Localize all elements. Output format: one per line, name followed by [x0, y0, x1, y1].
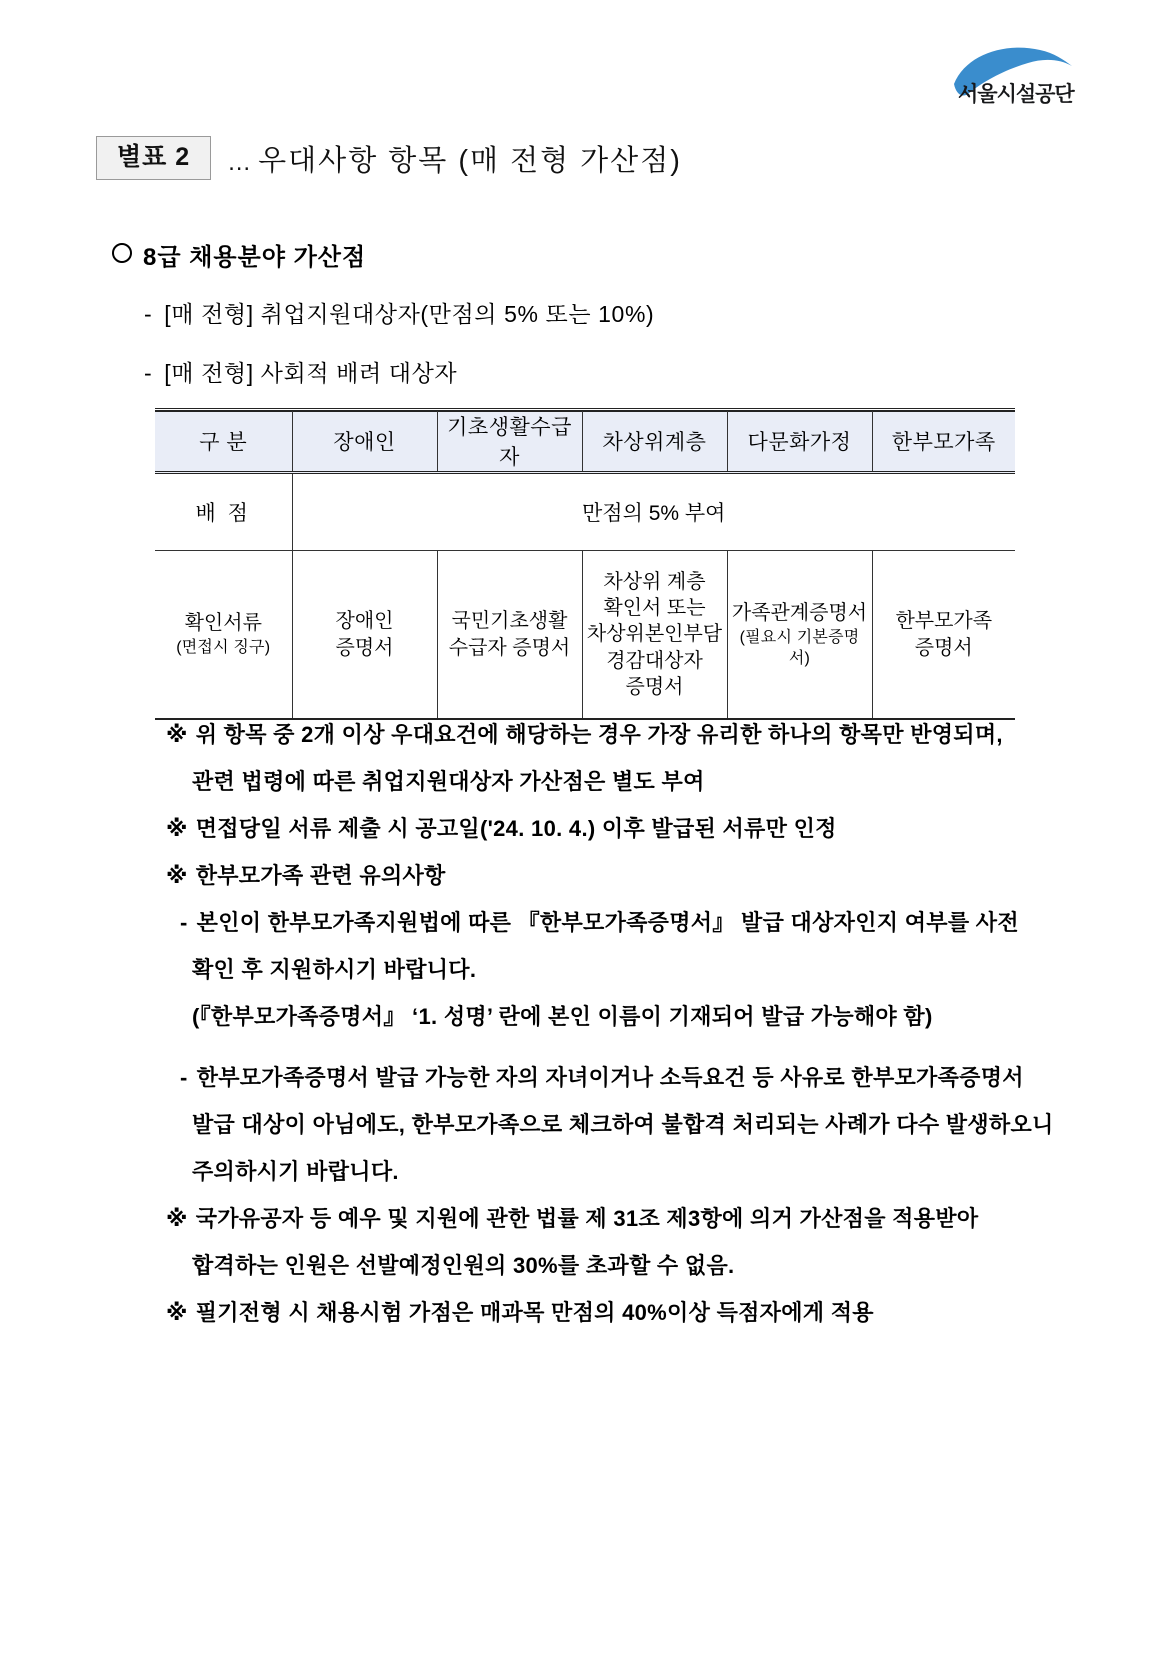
row-label-main: 확인서류 — [184, 612, 262, 635]
merged-score-cell: 만점의 5% 부여 — [292, 473, 1015, 551]
note-item — [166, 1249, 1046, 1280]
preference-table-wrapper — [155, 408, 1015, 720]
table-row — [155, 473, 1015, 551]
note-text: 확인 후 지원하시기 바랍니다. — [192, 957, 477, 982]
note-text: 한부모가족 관련 유의사항 — [195, 863, 446, 888]
table-header-cell: 기초생활수급자 — [437, 410, 582, 473]
note-marker: ※ — [166, 1300, 188, 1325]
bullet-text: [매 전형] 사회적 배려 대상자 — [164, 360, 458, 386]
table-header-cell: 구 분 — [155, 410, 292, 473]
note-text: 본인이 한부모가족지원법에 따른 『한부모가족증명서』 발급 대상자인지 여부를 사전 — [196, 910, 1019, 935]
title-text — [227, 138, 682, 179]
note-marker: - — [180, 1065, 188, 1090]
doc-cell-single-parent — [872, 551, 1015, 720]
doc-cell-text: 국민기초생활 수급자 증명서 — [448, 610, 571, 659]
logo-wordmark: 서울시설공단 — [958, 83, 1074, 106]
title-dots: … — [227, 148, 253, 176]
table-number-badge: 별표 2 — [96, 136, 211, 180]
note-text: 합격하는 인원은 선발예정인원의 30%를 초과할 수 없음. — [192, 1253, 735, 1278]
section-heading-label: 8급 채용분야 가산점 — [143, 244, 367, 271]
note-text: 국가유공자 등 예우 및 지원에 관한 법률 제 31조 제3항에 의거 가산점을 적용받아 — [195, 1206, 979, 1231]
note-marker: ※ — [166, 722, 188, 747]
doc-cell-subtext: (필요시 기본증명서) — [739, 628, 860, 667]
note-item — [166, 765, 1046, 796]
note-text: 면접당일 서류 제출 시 공고일('24. 10. 4.) 이후 발급된 서류만 인정 — [195, 816, 837, 841]
note-item — [166, 1296, 1046, 1327]
circle-bullet-icon — [112, 243, 132, 263]
table-header-cell: 다문화가정 — [727, 410, 872, 473]
table-header-cell: 장애인 — [292, 410, 437, 473]
table-row — [155, 551, 1015, 720]
page-title — [96, 136, 682, 180]
note-text: 관련 법령에 따른 취업지원대상자 가산점은 별도 부여 — [192, 769, 705, 794]
note-item — [166, 953, 1046, 984]
note-marker: ※ — [166, 1206, 188, 1231]
row-label-score: 배 점 — [155, 473, 292, 551]
note-item — [166, 906, 1046, 937]
note-item — [166, 718, 1046, 749]
bullet-item — [144, 296, 1044, 329]
row-label-sub: (면접시 징구) — [176, 639, 271, 657]
table-header-cell: 차상위계층 — [582, 410, 727, 473]
note-item — [166, 1061, 1046, 1092]
table-header-row — [155, 410, 1015, 473]
doc-cell-text: 가족관계증명서 — [731, 602, 868, 625]
note-text: 위 항목 중 2개 이상 우대요건에 해당하는 경우 가장 유리한 하나의 항목만 반영되며, — [195, 722, 1003, 747]
row-label-documents — [155, 551, 292, 720]
doc-cell-disability — [292, 551, 437, 720]
bullet-text: [매 전형] 취업지원대상자(만점의 5% 또는 10%) — [164, 301, 655, 327]
note-text: 주의하시기 바랍니다. — [192, 1159, 399, 1184]
notes-list — [166, 718, 1054, 1343]
title-heading: 우대사항 항목 (매 전형 가산점) — [258, 144, 682, 177]
company-logo — [948, 36, 1078, 112]
note-item — [166, 1000, 1046, 1031]
note-item — [166, 1108, 1054, 1139]
doc-cell-text: 차상위 계층 확인서 또는 차상위본인부담 경감대상자 증명서 — [586, 570, 723, 699]
note-item — [166, 1202, 1046, 1233]
dash-marker: - — [144, 360, 153, 386]
note-marker: ※ — [166, 863, 188, 888]
note-item — [166, 812, 1046, 843]
note-text: 필기전형 시 채용시험 가점은 매과목 만점의 40%이상 득점자에게 적용 — [195, 1300, 874, 1325]
note-text: 발급 대상이 아님에도, 한부모가족으로 체크하여 불합격 처리되는 사례가 다수 발생하오니 — [192, 1112, 1054, 1137]
section-heading — [112, 237, 366, 272]
note-text: 한부모가족증명서 발급 가능한 자의 자녀이거나 소득요건 등 사유로 한부모가족증명서 — [196, 1065, 1024, 1090]
preference-table — [155, 408, 1015, 720]
note-text: (『한부모가족증명서』 ‘1. 성명’ 란에 본인 이름이 기재되어 발급 가능해야 함) — [192, 1004, 933, 1029]
doc-cell-basic-living — [437, 551, 582, 720]
note-item — [166, 859, 1046, 890]
note-item — [166, 1155, 1046, 1186]
note-marker: ※ — [166, 816, 188, 841]
doc-cell-multicultural — [727, 551, 872, 720]
dash-marker: - — [144, 301, 153, 327]
doc-cell-near-poverty — [582, 551, 727, 720]
bullet-item — [144, 355, 1044, 388]
table-header-cell: 한부모가족 — [872, 410, 1015, 473]
note-marker: - — [180, 910, 188, 935]
doc-cell-text: 한부모가족 증명서 — [895, 610, 993, 659]
doc-cell-text: 장애인 증명서 — [335, 610, 394, 659]
bullet-list — [144, 296, 1044, 414]
